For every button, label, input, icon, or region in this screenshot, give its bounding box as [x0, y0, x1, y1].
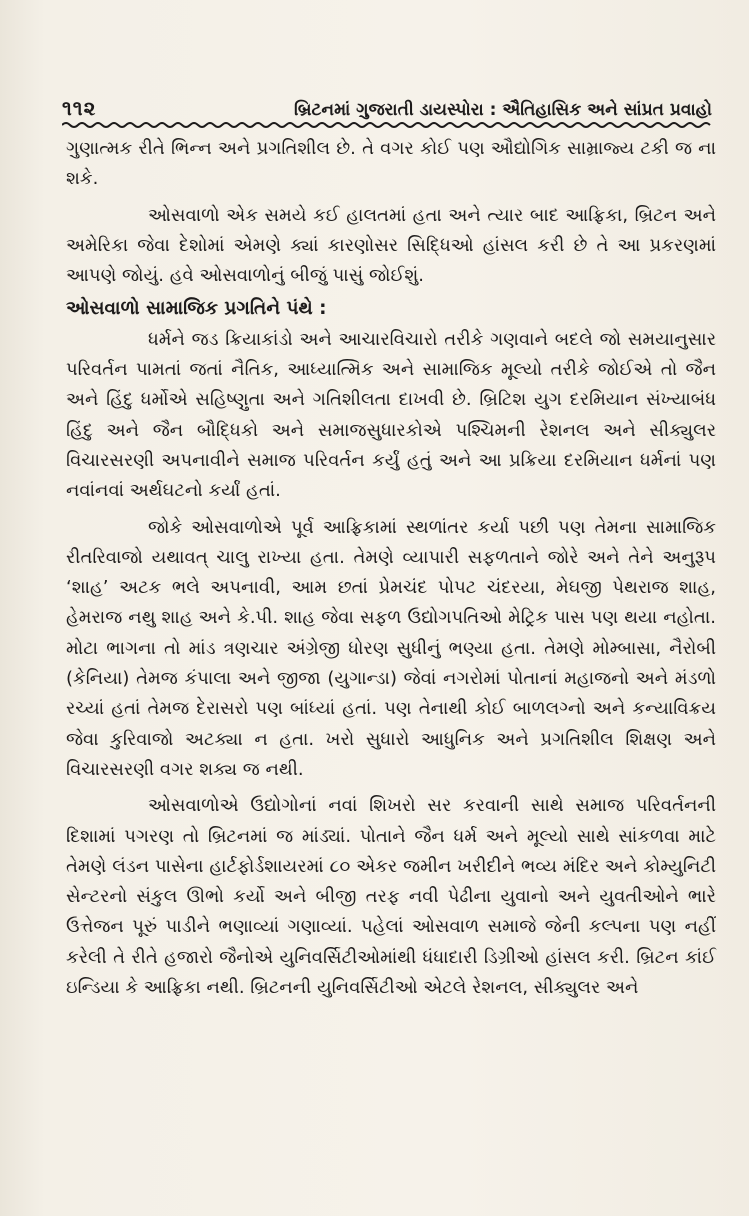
- page-body: [66, 134, 716, 1003]
- paragraph-4: જોકે ઓસવાળોએ પૂર્વ આફ્રિકામાં સ્થળાંતર કર્યા પછી પણ તેમના સામાજિક રીતરિવાજો યથાવત્ ચાલુ રાખ્યા હતા. તેમણે વ્યાપારી સફળતાને જોરે અને તેને અનુરૂપ ‘શાહ’ અટક ભલે અપનાવી, આમ છતાં પ્રેમચંદ પોપટ ચંદરયા, મેઘજી પેથરાજ શાહ, હેમરાજ નથુ શાહ અને કે.પી. શાહ જેવા સફળ ઉદ્યોગપતિઓ મેટ્રિક પાસ પણ થયા નહોતા. મોટા ભાગના તો માંડ ત્રણચાર અંગ્રેજી ધોરણ સુધીનું ભણ્યા હતા. તેમણે મોમ્બાસા, નૈરોબી (કેનિયા) તેમજ કંપાલા અને જીજા (યુગાન્ડા) જેવાં નગરોમાં પોતાનાં મહાજનો અને મંડળો રચ્યાં હતાં તેમજ દેરાસરો પણ બાંધ્યાં હતાં. પણ તેનાથી કોઈ બાળલગ્નો અને કન્યાવિક્રય જેવા કુરિવાજો અટક્યા ન હતા. ખરો સુધારો આધુનિક અને પ્રગતિશીલ શિક્ષણ અને વિચારસરણી વગર શક્ય જ નથી.: [66, 516, 716, 780]
- section-heading: ઓસવાળો સામાજિક પ્રગતિને પંથે :: [66, 298, 327, 320]
- paragraph-1: ગુણાત્મક રીતે ભિન્ન અને પ્રગતિશીલ છે. તે વગર કોઈ પણ ઔદ્યોગિક સામ્રાજ્ય ટકી જ ના શકે.: [66, 138, 716, 190]
- paragraph-3: ધર્મને જડ ક્રિયાકાંડો અને આચારવિચારો તરીકે ગણવાને બદલે જો સમયાનુસાર પરિવર્તન પામતાં જતાં નૈતિક, આધ્યાત્મિક અને સામાજિક મૂલ્યો તરીકે જોઈએ તો જૈન અને હિંદુ ધર્મોએ સહિષ્ણુતા અને ગતિશીલતા દાખવી છે. બ્રિટિશ યુગ દરમિયાન સંખ્યાબંધ હિંદુ અને જૈન બૌદ્ધિકો અને સમાજસુધારકોએ પશ્ચિમની રેશનલ અને સીક્યુલર વિચારસરણી અપનાવીને સમાજ પરિવર્તન કર્યું હતું અને આ પ્રક્રિયા દરમિયાન ધર્મનાં પણ નવાંનવાં અર્થઘટનો કર્યાં હતાં.: [66, 328, 716, 502]
- page-number: ૧૧૨: [62, 96, 97, 120]
- running-title: બ્રિટનમાં ગુજરાતી ડાયસ્પોરા : ઐતિહાસિક અને સાંપ્રત પ્રવાહો: [294, 100, 712, 120]
- page-header: [62, 86, 712, 120]
- paragraph-5: ઓસવાળોએ ઉદ્યોગોનાં નવાં શિખરો સર કરવાની સાથે સમાજ પરિવર્તનની દિશામાં પગરણ તો બ્રિટનમાં જ માંડ્યાં. પોતાને જૈન ધર્મ અને મૂલ્યો સાથે સાંકળવા માટે તેમણે લંડન પાસેના હાર્ટફોર્ડશાયરમાં ૮૦ એકર જમીન ખરીદીને ભવ્ય મંદિર અને કોમ્યુનિટી સેન્ટરનો સંકુલ ઊભો કર્યો અને બીજી તરફ નવી પેઢીના યુવાનો અને યુવતીઓને ભારે ઉત્તેજન પૂરું પાડીને ભણાવ્યાં ગણાવ્યાં. પહેલાં ઓસવાળ સમાજે જેની કલ્પના પણ નહીં કરેલી તે રીતે હજારો જૈનોએ યુનિવર્સિટીઓમાંથી ધંધાદારી ડિગ્રીઓ હાંસલ કરી. બ્રિટન કાંઈ ઇન્ડિયા કે આફ્રિકા નથી. બ્રિટનની યુનિવર્સિટીઓ એટલે રેશનલ, સીક્યુલર અને: [66, 795, 716, 999]
- header-wavy-rule: [62, 120, 712, 130]
- paragraph-2: ઓસવાળો એક સમયે કઈ હાલતમાં હતા અને ત્યાર બાદ આફ્રિકા, બ્રિટન અને અમેરિકા જેવા દેશોમાં એમણે ક્યાં કારણોસર સિદ્ધિઓ હાંસલ કરી છે તે આ પ્રકરણમાં આપણે જોયું. હવે ઓસવાળોનું બીજું પાસું જોઈશું.: [66, 204, 716, 287]
